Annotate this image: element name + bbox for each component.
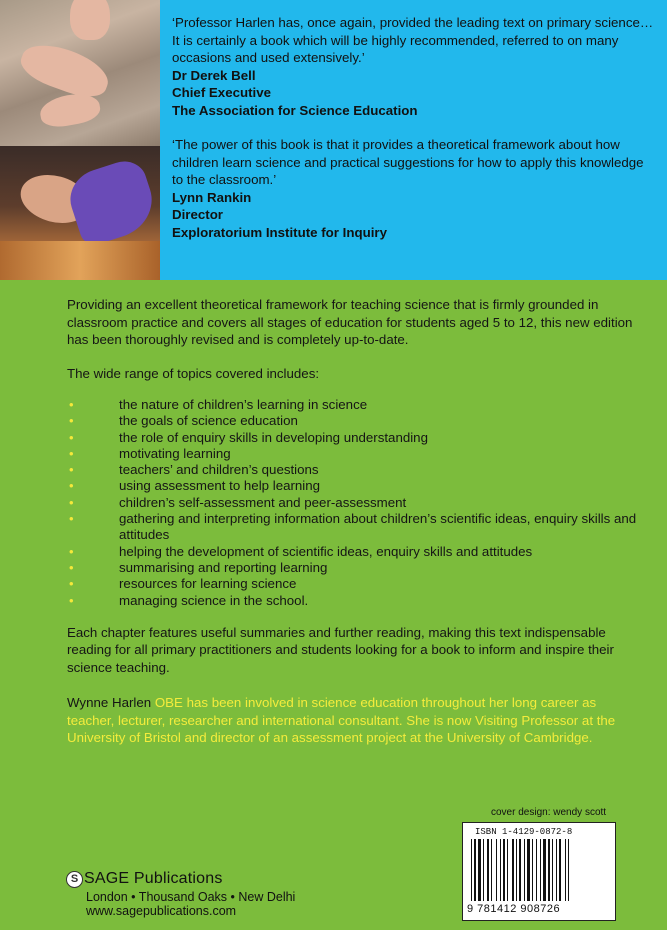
- closing-paragraph: Each chapter features useful summaries and further reading, making this text indispensable reading for all primary practitioners and students looking for a book to inform and inspire their science teaching.: [67, 624, 614, 675]
- publisher-cities: London • Thousand Oaks • New Delhi: [86, 890, 296, 904]
- endorsement-box: [160, 0, 667, 280]
- barcode-bars: [471, 839, 607, 901]
- list-item: • helping the development of scientific ideas, enquiry skills and attitudes: [69, 543, 533, 559]
- author-name: Wynne Harlen: [67, 695, 152, 711]
- photo-hands-water: [0, 0, 160, 146]
- barcode: [462, 822, 616, 921]
- sage-logo-icon: S: [66, 871, 83, 888]
- barcode-stripe: [559, 839, 561, 901]
- bullet-icon: •: [69, 429, 74, 445]
- barcode-stripe: [532, 839, 533, 901]
- bullet-icon: •: [69, 478, 74, 494]
- bullet-icon: •: [69, 559, 74, 575]
- barcode-stripe: [503, 839, 505, 901]
- list-item: • teachers’ and children’s questions: [69, 462, 319, 478]
- barcode-stripe: [471, 839, 472, 901]
- barcode-stripe: [483, 839, 484, 901]
- publisher-name: SAGE Publications: [84, 870, 223, 887]
- quote-name-2: Lynn Rankin: [172, 189, 252, 205]
- quote-title-1: Chief Executive: [172, 85, 272, 100]
- cover-photo: [0, 0, 160, 280]
- description: Providing an excellent theoretical framework for teaching science that is firmly grounded in classroom practice and covers all stages of education for students aged 5 to 12, this new edition has been thoroughly revised and is completely up-to-date.: [67, 297, 633, 347]
- barcode-digits: 9 781412 908726: [467, 903, 561, 915]
- quote-text-2: ‘The power of this book is that it provides a theoretical framework about how children learn science and practical suggestions for how to apply this knowledge to the classroom.’: [172, 137, 644, 187]
- barcode-stripe: [496, 839, 497, 901]
- barcode-stripe: [516, 839, 517, 901]
- barcode-stripe: [536, 839, 537, 901]
- list-item: • motivating learning: [69, 445, 231, 461]
- bullet-icon: •: [69, 462, 74, 478]
- barcode-stripe: [474, 839, 476, 901]
- bullet-icon: •: [69, 445, 74, 461]
- photo-child-experiment: [0, 146, 160, 280]
- cover-credit: cover design: wendy scott: [491, 807, 607, 818]
- publisher-block: [66, 870, 295, 918]
- list-item: • the role of enquiry skills in developing understanding: [69, 429, 428, 445]
- barcode-stripe: [500, 839, 501, 901]
- bullet-icon: •: [69, 511, 74, 527]
- isbn-label: ISBN 1-4129-0872-8: [475, 827, 573, 837]
- quote-org-1: The Association for Science Education: [172, 102, 418, 118]
- blurb: [67, 296, 637, 747]
- topics-intro: The wide range of topics covered includes:: [67, 365, 320, 381]
- barcode-stripe: [556, 839, 557, 901]
- publisher-url[interactable]: www.sagepublications.com: [86, 904, 237, 918]
- quote-title-2: Director: [172, 207, 223, 222]
- list-item: • using assessment to help learning: [69, 478, 321, 494]
- barcode-stripe: [519, 839, 521, 901]
- list-item: • managing science in the school.: [69, 592, 309, 608]
- barcode-stripe: [491, 839, 492, 901]
- bullet-icon: •: [69, 397, 74, 412]
- topics-list: [67, 397, 637, 609]
- list-item: • the nature of children’s learning in science: [69, 397, 368, 412]
- author-bio: [67, 694, 637, 747]
- bullet-icon: •: [69, 543, 74, 559]
- barcode-stripe: [507, 839, 508, 901]
- barcode-stripe: [527, 839, 530, 901]
- list-item: • the goals of science education: [69, 413, 298, 429]
- bullet-icon: •: [69, 592, 74, 608]
- barcode-stripe: [543, 839, 546, 901]
- barcode-stripe: [524, 839, 525, 901]
- list-item: • gathering and interpreting information about children’s scientific ideas, enquiry skills and attitudes: [69, 511, 637, 543]
- bullet-icon: •: [69, 576, 74, 592]
- quote-org-2: Exploratorium Institute for Inquiry: [172, 224, 387, 240]
- barcode-stripe: [512, 839, 514, 901]
- list-item: • resources for learning science: [69, 576, 297, 592]
- list-item: • summarising and reporting learning: [69, 559, 328, 575]
- barcode-stripe: [540, 839, 541, 901]
- barcode-stripe: [478, 839, 481, 901]
- barcode-stripe: [548, 839, 550, 901]
- quote-text-1: ‘Professor Harlen has, once again, provided the leading text on primary science… It is certainly a book which will be highly recommended, referred to on many occasions and used extensively.’: [172, 15, 654, 65]
- quote-name-1: Dr Derek Bell: [172, 67, 256, 83]
- barcode-stripe: [552, 839, 553, 901]
- barcode-stripe: [565, 839, 566, 901]
- bullet-icon: •: [69, 413, 74, 429]
- barcode-stripe: [568, 839, 569, 901]
- author-bio-text: OBE has been involved in science education throughout her long career as teacher, lecturer, researcher and international consultant. She is now Visiting Professor at the University of Bristol and director of an assessment project at the University of Cambridge.: [67, 695, 616, 746]
- list-item: • children’s self-assessment and peer-assessment: [69, 494, 407, 510]
- barcode-stripe: [487, 839, 489, 901]
- bullet-icon: •: [69, 494, 74, 510]
